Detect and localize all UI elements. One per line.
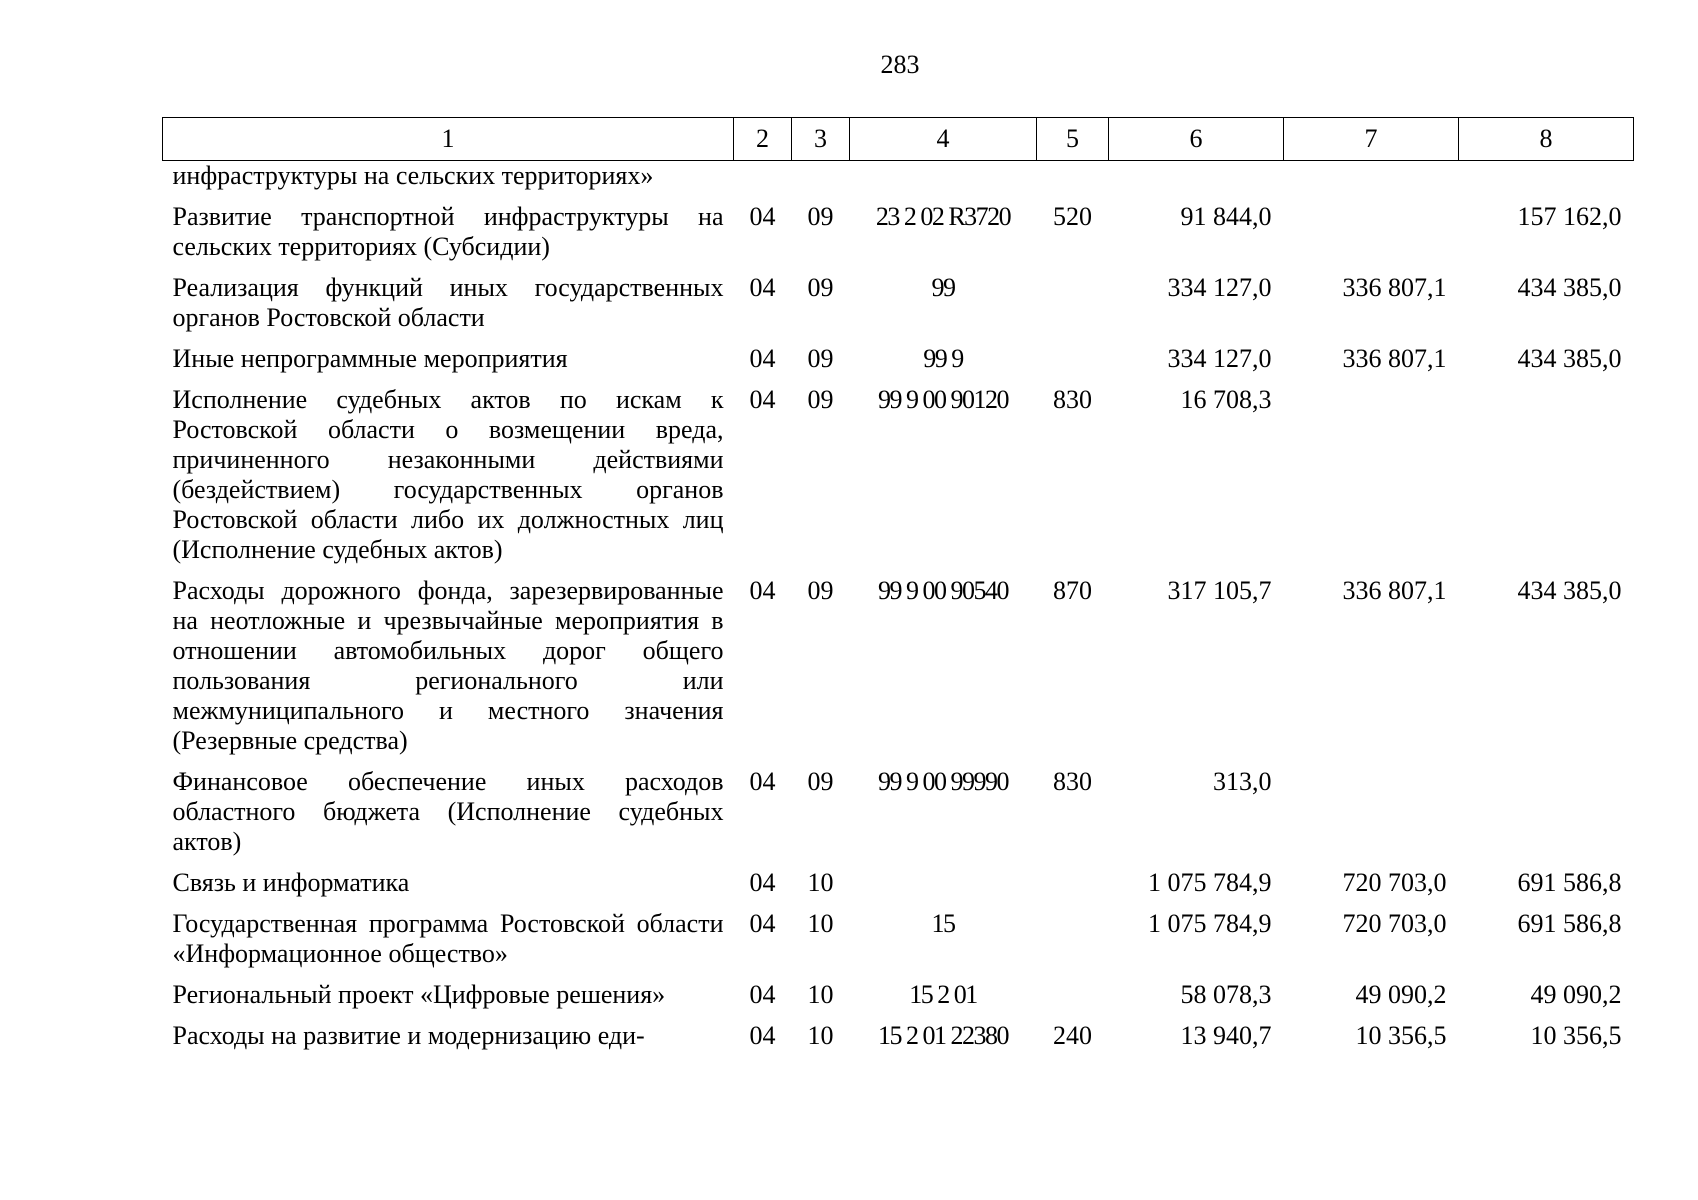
header-col-4: 4 (850, 118, 1037, 161)
cell-amount-col8: 434 385,0 (1517, 273, 1622, 302)
cell-amount-col6: 1 075 784,9 (1148, 909, 1272, 938)
cell-target-code: 99 9 (923, 344, 963, 373)
cell-subsection: 10 (807, 909, 834, 938)
cell-amount-col7 (1284, 756, 1459, 857)
cell-amount-col7 (1284, 191, 1459, 262)
cell-expense-type (1037, 969, 1109, 1010)
cell-subsection: 09 (807, 202, 834, 231)
cell-amount-col6: 13 940,7 (1180, 1021, 1272, 1050)
cell-amount-col7: 336 807,1 (1342, 273, 1447, 302)
cell-amount-col6 (1109, 161, 1284, 192)
cell-amount-col8: 157 162,0 (1517, 202, 1622, 231)
cell-amount-col8: 434 385,0 (1517, 344, 1622, 373)
cell-expense-type (1037, 262, 1109, 333)
cell-amount-col6: 313,0 (1213, 767, 1272, 796)
cell-target-code: 99 9 00 99990 (878, 767, 1008, 796)
cell-description: инфраструктуры на сельских территориях» (172, 161, 654, 190)
cell-subsection: 10 (807, 1021, 834, 1050)
cell-target-code: 15 (931, 909, 955, 938)
cell-target-code: 15 2 01 22380 (878, 1021, 1008, 1050)
cell-expense-type: 240 (1053, 1021, 1092, 1050)
table-row (163, 857, 1634, 898)
cell-section: 04 (749, 385, 776, 414)
table-row (163, 565, 1634, 756)
table-row (163, 898, 1634, 969)
cell-expense-type: 830 (1053, 767, 1092, 796)
cell-description: Региональный проект «Цифровые решения» (172, 980, 666, 1009)
table-row (163, 374, 1634, 565)
table-row (163, 756, 1634, 857)
cell-description: Связь и информатика (172, 868, 410, 897)
cell-description: Государственная программа Ростовской области «Информационное общество» (172, 909, 724, 968)
cell-subsection (792, 161, 850, 192)
cell-amount-col7: 336 807,1 (1342, 344, 1447, 373)
cell-target-code: 99 (931, 273, 955, 302)
cell-expense-type (1037, 898, 1109, 969)
cell-expense-type: 830 (1053, 385, 1092, 414)
cell-section: 04 (749, 868, 776, 897)
header-col-3: 3 (792, 118, 850, 161)
cell-subsection: 09 (807, 344, 834, 373)
cell-amount-col6: 58 078,3 (1180, 980, 1272, 1009)
table-row (163, 1010, 1634, 1051)
table-row (163, 191, 1634, 262)
table-row (163, 969, 1634, 1010)
header-col-1: 1 (163, 118, 734, 161)
cell-section: 04 (749, 980, 776, 1009)
cell-description: Иные непрограммные мероприятия (172, 344, 568, 373)
cell-amount-col6: 317 105,7 (1167, 576, 1272, 605)
cell-target-code: 99 9 00 90540 (878, 576, 1008, 605)
cell-amount-col8: 691 586,8 (1517, 909, 1622, 938)
cell-section: 04 (749, 1021, 776, 1050)
cell-amount-col6: 334 127,0 (1167, 344, 1272, 373)
header-row (163, 118, 1634, 161)
cell-target-code (850, 161, 1037, 192)
cell-amount-col8 (1459, 161, 1634, 192)
header-col-2: 2 (734, 118, 792, 161)
cell-amount-col7: 10 356,5 (1355, 1021, 1447, 1050)
cell-amount-col8: 10 356,5 (1530, 1021, 1622, 1050)
cell-subsection: 10 (807, 980, 834, 1009)
header-col-8: 8 (1459, 118, 1634, 161)
cell-amount-col7: 720 703,0 (1342, 868, 1447, 897)
cell-target-code: 99 9 00 90120 (878, 385, 1008, 414)
cell-amount-col7: 720 703,0 (1342, 909, 1447, 938)
cell-amount-col7: 49 090,2 (1355, 980, 1447, 1009)
cell-amount-col6: 334 127,0 (1167, 273, 1272, 302)
cell-subsection: 10 (807, 868, 834, 897)
cell-section: 04 (749, 273, 776, 302)
header-col-5: 5 (1037, 118, 1109, 161)
cell-description: Исполнение судебных актов по искам к Ростовской области о возмещении вреда, причиненного незаконными действиями (бездействием) государственных органов Ростовской области либо их должностных лиц (Исполнение судебных актов) (172, 385, 724, 564)
cell-amount-col8 (1459, 756, 1634, 857)
cell-expense-type (1037, 333, 1109, 374)
cell-amount-col8: 49 090,2 (1530, 980, 1622, 1009)
cell-subsection: 09 (807, 385, 834, 414)
cell-expense-type (1037, 857, 1109, 898)
cell-description: Развитие транспортной инфраструктуры на сельских территориях (Субсидии) (172, 202, 724, 261)
cell-description: Финансовое обеспечение иных расходов областного бюджета (Исполнение судебных актов) (172, 767, 724, 856)
cell-amount-col7 (1284, 374, 1459, 565)
cell-section (734, 161, 792, 192)
header-col-7: 7 (1284, 118, 1459, 161)
cell-amount-col8 (1459, 374, 1634, 565)
cell-expense-type: 870 (1053, 576, 1092, 605)
cell-expense-type (1037, 161, 1109, 192)
table-row (163, 333, 1634, 374)
cell-section: 04 (749, 576, 776, 605)
cell-section: 04 (749, 767, 776, 796)
table-row (163, 262, 1634, 333)
cell-section: 04 (749, 202, 776, 231)
cell-amount-col7 (1284, 161, 1459, 192)
cell-subsection: 09 (807, 576, 834, 605)
cell-target-code: 15 2 01 (909, 980, 977, 1009)
cell-amount-col8: 691 586,8 (1517, 868, 1622, 897)
page-number: 283 (880, 50, 920, 79)
budget-table (162, 117, 1634, 1051)
table-row (163, 161, 1634, 192)
cell-amount-col6: 16 708,3 (1180, 385, 1272, 414)
cell-expense-type: 520 (1053, 202, 1092, 231)
header-col-6: 6 (1109, 118, 1284, 161)
cell-description: Расходы на развитие и модернизацию еди- (172, 1021, 645, 1050)
cell-target-code (850, 857, 1037, 898)
cell-description: Расходы дорожного фонда, зарезервированные на неотложные и чрезвычайные мероприятия в отношении автомобильных дорог общего пользования регионального или межмуниципального и местного значения (Резервные средства) (172, 576, 724, 755)
cell-amount-col6: 91 844,0 (1180, 202, 1272, 231)
cell-description: Реализация функций иных государственных органов Ростовской области (172, 273, 724, 332)
cell-amount-col7: 336 807,1 (1342, 576, 1447, 605)
cell-subsection: 09 (807, 767, 834, 796)
cell-subsection: 09 (807, 273, 834, 302)
cell-section: 04 (749, 909, 776, 938)
cell-target-code: 23 2 02 R3720 (875, 202, 1011, 231)
cell-section: 04 (749, 344, 776, 373)
cell-amount-col8: 434 385,0 (1517, 576, 1622, 605)
cell-amount-col6: 1 075 784,9 (1148, 868, 1272, 897)
